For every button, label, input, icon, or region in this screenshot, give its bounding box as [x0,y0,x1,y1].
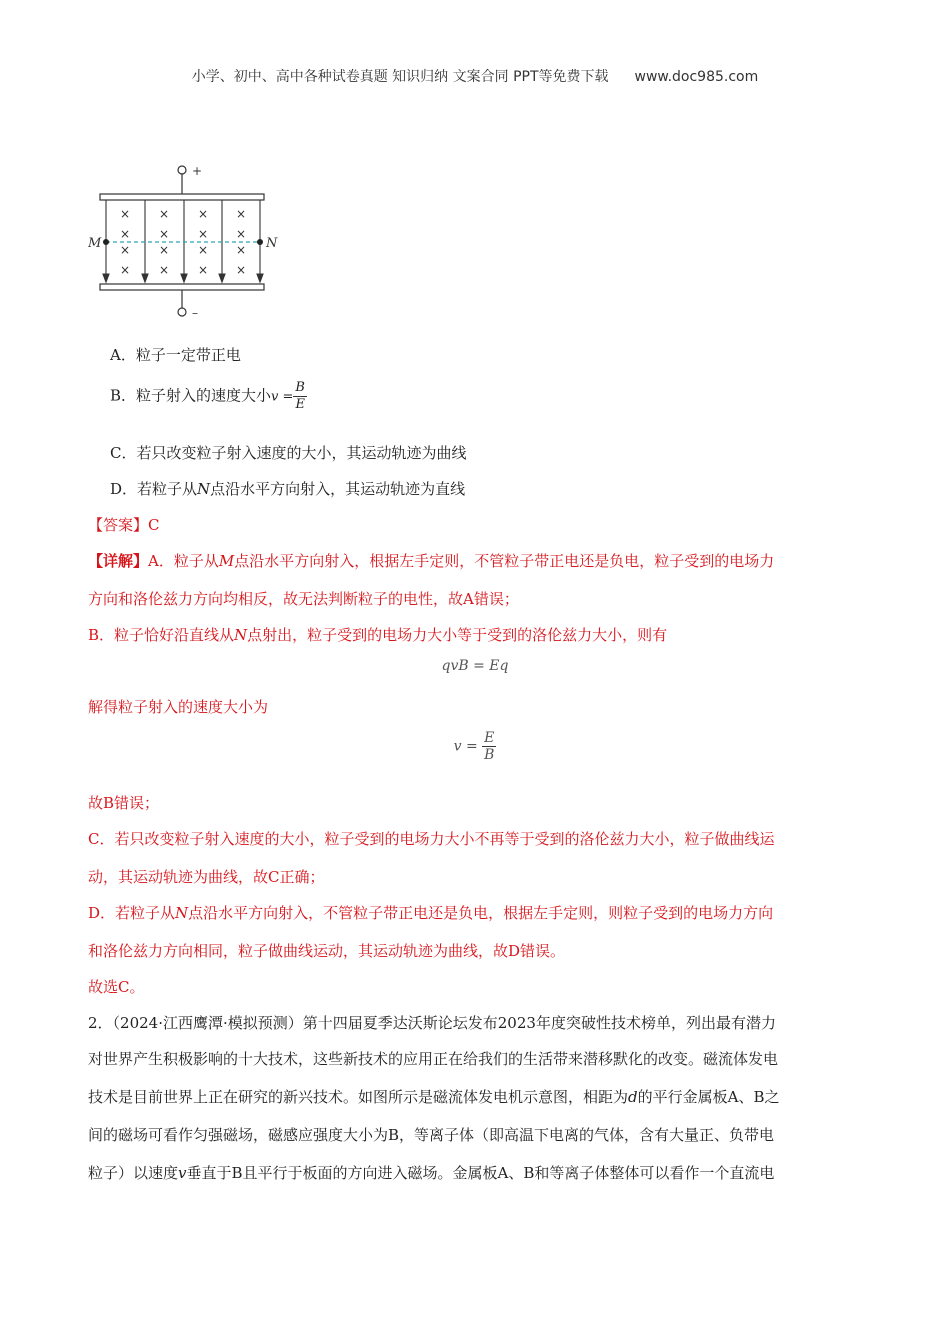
bottom-plate [100,284,264,290]
q2-line4: 间的磁场可看作匀强磁场，磁感应强度大小为B，等离子体（即高温下电离的气体，含有大量正、负带电 [88,1126,775,1144]
field-cross: × [197,207,209,221]
option-b-lhs: v = [271,389,294,405]
detail-d-prefix: D．若粒子从 [88,904,176,922]
q2-line5-suffix: 垂直于B且平行于板面的方向进入磁场。金属板A、B和等离子体整体可以看作一个直流电 [186,1164,775,1182]
q2-line3-suffix: 的平行金属板A、B之 [637,1088,780,1106]
option-d [110,478,465,499]
field-cross: × [235,243,247,257]
field-cross: × [119,227,131,241]
detail-b-prefix: B．粒子恰好沿直线从 [88,626,235,644]
detail-final: 故选C。 [88,978,145,996]
field-cross: × [158,227,170,241]
q2-line5 [88,1162,868,1183]
capacitor-field-figure [88,156,278,326]
field-cross: × [235,207,247,221]
eq2-den: B [484,747,495,763]
option-d-var: N [197,480,211,498]
field-cross: × [158,243,170,257]
minus-label: – [192,306,198,320]
detail-b-conclusion: 故B错误； [88,794,160,812]
label-n: N [266,236,278,251]
plus-label: + [192,164,203,178]
detail-a-line2: 方向和洛伦兹力方向均相反，故无法判断粒子的电性，故A错误； [88,590,519,608]
equation-1: qvB = Eq [441,658,509,674]
detail-a-line1 [88,550,774,571]
q2-line1-prefix: 2．（2024·江西鹰潭·模拟预测）第十四届夏季达沃斯论坛发布 [88,1014,498,1032]
detail-c-line1: C．若只改变粒子射入速度的大小，粒子受到的电场力大小不再等于受到的洛伦兹力大小，粒子做曲线运 [88,830,775,848]
field-cross: × [197,227,209,241]
q2-line5-prefix: 粒子）以速度 [88,1164,179,1182]
equation-2 [0,730,950,763]
top-terminal [178,166,186,174]
answer-line: 【答案】C [88,516,160,534]
field-cross: × [119,243,131,257]
detail-label: 【详解】 [88,552,149,570]
detail-d-rest1: 点沿水平方向射入，不管粒子带正电还是负电，根据左手定则，则粒子受到的电场力方向 [188,904,774,922]
top-plate [100,194,264,200]
option-d-prefix: D．若粒子从 [110,480,198,498]
option-c: C．若只改变粒子射入速度的大小，其运动轨迹为曲线 [110,444,467,462]
point-n [257,239,263,245]
bottom-terminal [178,308,186,316]
field-cross: × [158,263,170,277]
option-d-suffix: 点沿水平方向射入，其运动轨迹为直线 [210,480,466,498]
page-header [0,66,950,86]
q2-line2: 对世界产生积极影响的十大技术，这些新技术的应用正在给我们的生活带来潜移默化的改变。磁流体发电 [88,1050,779,1068]
field-cross: × [235,227,247,241]
header-site: www.doc985.com [634,69,759,85]
field-cross: × [197,243,209,257]
detail-d-line2: 和洛伦兹力方向相同，粒子做曲线运动，其运动轨迹为曲线，故D错误。 [88,942,566,960]
detail-b-rest: 点射出，粒子受到的电场力大小等于受到的洛伦兹力大小，则有 [247,626,668,644]
eq2-num: E [482,730,496,747]
option-b-text: B．粒子射入的速度大小 [110,386,272,405]
detail-a-rest1: 点沿水平方向射入，根据左手定则，不管粒子带正电还是负电，粒子受到的电场力 [234,552,775,570]
detail-a-var: M [218,552,235,570]
option-a: A．粒子一定带正电 [110,346,241,364]
q2-line1-year: 2023 [497,1014,536,1032]
field-cross: × [119,263,131,277]
q2-line1-suffix: 年度突破性技术榜单，列出最有潜力 [535,1014,776,1032]
option-b-num: B [295,380,305,395]
q2-line1 [88,1012,868,1033]
field-cross: × [197,263,209,277]
detail-d-line1 [88,902,773,923]
detail-b-line [88,624,667,645]
eq2-fraction [482,730,496,763]
q2-line5-var: v [178,1164,187,1182]
field-cross: × [235,263,247,277]
point-m [103,239,109,245]
q2-line3-prefix: 技术是目前世界上正在研究的新兴技术。如图所示是磁流体发电机示意图，相距为 [88,1088,629,1106]
eq2-lhs: v = [453,738,478,755]
detail-c-line2: 动，其运动轨迹为曲线，故C正确； [88,868,325,886]
option-b [110,380,307,413]
field-cross: × [158,207,170,221]
field-cross: × [119,207,131,221]
detail-d-var: N [175,904,189,922]
detail-a-prefix: A．粒子从 [148,552,219,570]
header-text: 小学、初中、高中各种试卷真题 知识归纳 文案合同 PPT等免费下载 [191,69,609,85]
q2-line3-var: d [628,1088,638,1106]
detail-b-var: N [234,626,248,644]
option-b-fraction [293,380,307,413]
option-b-den: E [295,397,305,412]
solve-text: 解得粒子射入的速度大小为 [88,698,269,716]
q2-line3 [88,1086,868,1107]
label-m: M [88,236,102,251]
